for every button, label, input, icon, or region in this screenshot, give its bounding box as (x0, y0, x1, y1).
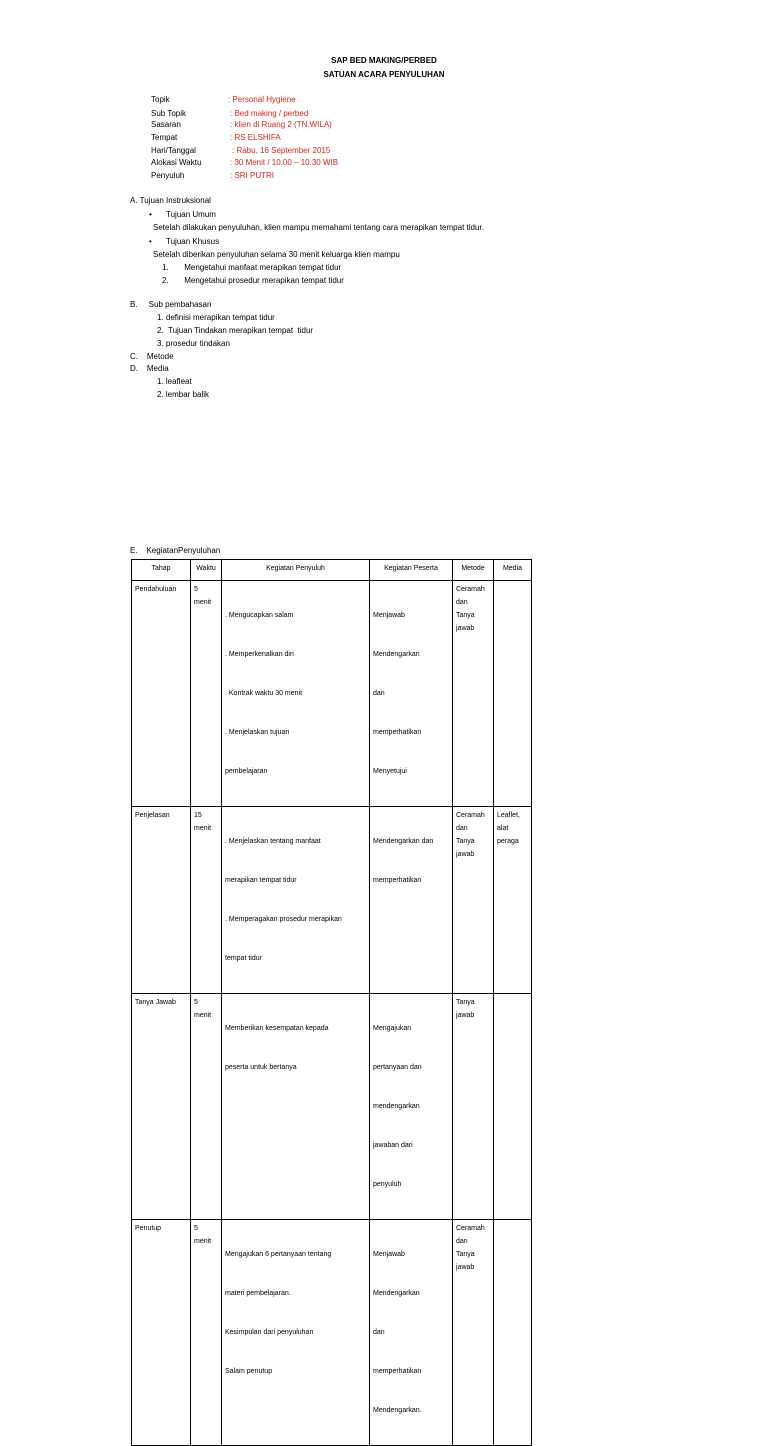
cell-waktu (191, 807, 222, 994)
cell-line: Tanya (456, 838, 475, 845)
cell-waktu (191, 1220, 222, 1446)
cell-line: dan (456, 599, 468, 606)
table-row (132, 994, 532, 1220)
list-item: 1. Mengetahui manfaat merapikan tempat tidur (162, 263, 342, 272)
cell-line: penyuluh (373, 1181, 402, 1188)
cell-tahap: Penjelasan (132, 807, 191, 994)
cell-penyuluh (222, 1220, 370, 1446)
cell-line: Ceramah (456, 812, 485, 819)
cell-metode (453, 807, 494, 994)
cell-tahap: Pendahuluan (132, 581, 191, 807)
cell-line: Mendengarkan dan (373, 838, 434, 845)
cell-line: dan (373, 1329, 385, 1336)
cell-line: menit (194, 1238, 212, 1245)
cell-media (494, 1220, 532, 1446)
tujuan-khusus-text: Setelah diberikan penyuluhan selama 30 menit keluarga klien mampu (153, 250, 400, 259)
cell-line: Tanya (456, 999, 475, 1006)
cell-line: Menjawab (373, 612, 405, 619)
section-d-heading: D. Media (130, 364, 169, 373)
cell-line: 15 (194, 812, 202, 819)
cell-metode (453, 1220, 494, 1446)
info-label: Hari/Tanggal (151, 146, 196, 155)
cell-line: mendengarkan (373, 1103, 420, 1110)
tujuan-umum-text: Setelah dilakukan penyuluhan, klien mampu memahami tentang cara merapikan tempat tidur. (153, 223, 484, 232)
info-label: Sub Topik (151, 109, 186, 118)
cell-line: menit (194, 825, 212, 832)
cell-media (494, 994, 532, 1220)
cell-line: peraga (497, 838, 519, 845)
cell-line: 5 (194, 999, 198, 1006)
cell-line: Tanya (456, 1251, 475, 1258)
cell-line: merapikan tempat tidur (225, 877, 297, 884)
info-label: Alokasi Waktu (151, 158, 202, 167)
cell-line: pembelajaran (225, 768, 268, 775)
cell-line: jawab (456, 1264, 475, 1271)
cell-waktu (191, 581, 222, 807)
cell-line: Menjawab (373, 1251, 405, 1258)
info-value: : Bed making / perbed (230, 109, 309, 118)
section-c-heading: C. Metode (130, 352, 174, 361)
info-value: : RS ELSHIFA (230, 133, 281, 142)
kegiatan-table (131, 559, 532, 1446)
cell-line: Memberikan kesempatan kepada (225, 1025, 329, 1032)
cell-line: . Memperagakan prosedur merapikan (225, 916, 342, 923)
section-a-heading: A. Tujuan Instruksional (130, 196, 211, 205)
table-header: Kegiatan Peserta (370, 560, 453, 581)
table-row (132, 581, 532, 807)
info-label: Tempat (151, 133, 178, 142)
cell-peserta (370, 1220, 453, 1446)
info-label: Penyuluh (151, 171, 185, 180)
cell-line: jawab (456, 851, 475, 858)
info-label: Topik (151, 95, 170, 104)
cell-line: Tanya (456, 612, 475, 619)
info-value: : Personal Hygiene (228, 95, 296, 104)
cell-line: . Menjelaskan tujuan (225, 729, 290, 736)
cell-tahap: Tanya Jawab (132, 994, 191, 1220)
cell-line: materi pembelajaran. (225, 1290, 291, 1297)
cell-line: memperhatikan (373, 1368, 422, 1375)
document-subtitle: SATUAN ACARA PENYULUHAN (323, 70, 445, 79)
cell-line: 5 (194, 1225, 198, 1232)
cell-line: alat (497, 825, 509, 832)
table-header: Tahap (132, 560, 191, 581)
cell-peserta (370, 807, 453, 994)
cell-line: Salam penutup (225, 1368, 273, 1375)
list-item: 2. Tujuan Tindakan merapikan tempat tidur (157, 326, 314, 335)
info-value: : SRI PUTRI (230, 171, 275, 180)
list-item: 3. prosedur tindakan (157, 339, 230, 348)
cell-media (494, 581, 532, 807)
table-header-row (132, 560, 532, 581)
document-title: SAP BED MAKING/PERBED (331, 56, 437, 65)
cell-line: memperhatikan (373, 729, 422, 736)
cell-line: dan (373, 690, 385, 697)
cell-metode (453, 994, 494, 1220)
cell-line: Mengajukan 6 pertanyaan tentang (225, 1251, 332, 1258)
table-header: Metode (453, 560, 494, 581)
cell-penyuluh (222, 807, 370, 994)
cell-line: Mendengarkan. (373, 1407, 422, 1414)
cell-line: . Kontrak waktu 30 menit (225, 690, 303, 697)
cell-line: . Mengucapkan salam (225, 612, 294, 619)
cell-line: dan (456, 1238, 468, 1245)
cell-line: Mendengarkan (373, 1290, 420, 1297)
cell-line: peserta untuk bertanya (225, 1064, 297, 1071)
info-label: Sasaran (151, 120, 181, 129)
cell-peserta (370, 994, 453, 1220)
cell-line: . Memperkenalkan diri (225, 651, 294, 658)
cell-line: . Menjelaskan tentang manfaat (225, 838, 321, 845)
table-header: Kegiatan Penyuluh (222, 560, 370, 581)
cell-line: jawab (456, 1012, 475, 1019)
cell-line: Menyetujui (373, 768, 407, 775)
info-value: : 30 Menit / 10.00 – 10.30 WIB (230, 158, 339, 167)
cell-line: memperhatikan (373, 877, 422, 884)
table-header: Waktu (191, 560, 222, 581)
cell-peserta (370, 581, 453, 807)
cell-line: pertanyaan dan (373, 1064, 422, 1071)
section-b-heading: B. Sub pembahasan (130, 300, 212, 309)
cell-line: 5 (194, 586, 198, 593)
cell-line: Leaflet, (497, 812, 520, 819)
list-item: 1. definisi merapikan tempat tidur (157, 313, 275, 322)
table-header: Media (494, 560, 532, 581)
cell-tahap: Penutup (132, 1220, 191, 1446)
tujuan-umum-label: • Tujuan Umum (166, 210, 216, 219)
info-value: : Rabu, 16 September 2015 (232, 146, 331, 155)
cell-line: menit (194, 1012, 212, 1019)
cell-penyuluh (222, 581, 370, 807)
table-row (132, 1220, 532, 1446)
cell-media (494, 807, 532, 994)
cell-line: jawaban dari (373, 1142, 413, 1149)
section-e-heading: E. KegiatanPenyuluhan (130, 546, 221, 555)
cell-line: Mendengarkan (373, 651, 420, 658)
cell-line: Kesimpulan dari penyuluhan (225, 1329, 314, 1336)
info-value: : klien di Ruang 2 (TN.WILA) (230, 120, 332, 129)
cell-metode (453, 581, 494, 807)
cell-line: tempat tidur (225, 955, 262, 962)
cell-line: jawab (456, 625, 475, 632)
cell-line: Ceramah (456, 586, 485, 593)
list-item: 1. leafleat (157, 377, 192, 386)
cell-line: dan (456, 825, 468, 832)
cell-penyuluh (222, 994, 370, 1220)
cell-waktu (191, 994, 222, 1220)
cell-line: menit (194, 599, 212, 606)
cell-line: Ceramah (456, 1225, 485, 1232)
list-item: 2. Mengetahui prosedur merapikan tempat tidur (162, 276, 344, 285)
table-row (132, 807, 532, 994)
tujuan-khusus-label: • Tujuan Khusus (166, 237, 219, 246)
list-item: 2. lembar balik (157, 390, 210, 399)
cell-line: Mengajukan (373, 1025, 412, 1032)
